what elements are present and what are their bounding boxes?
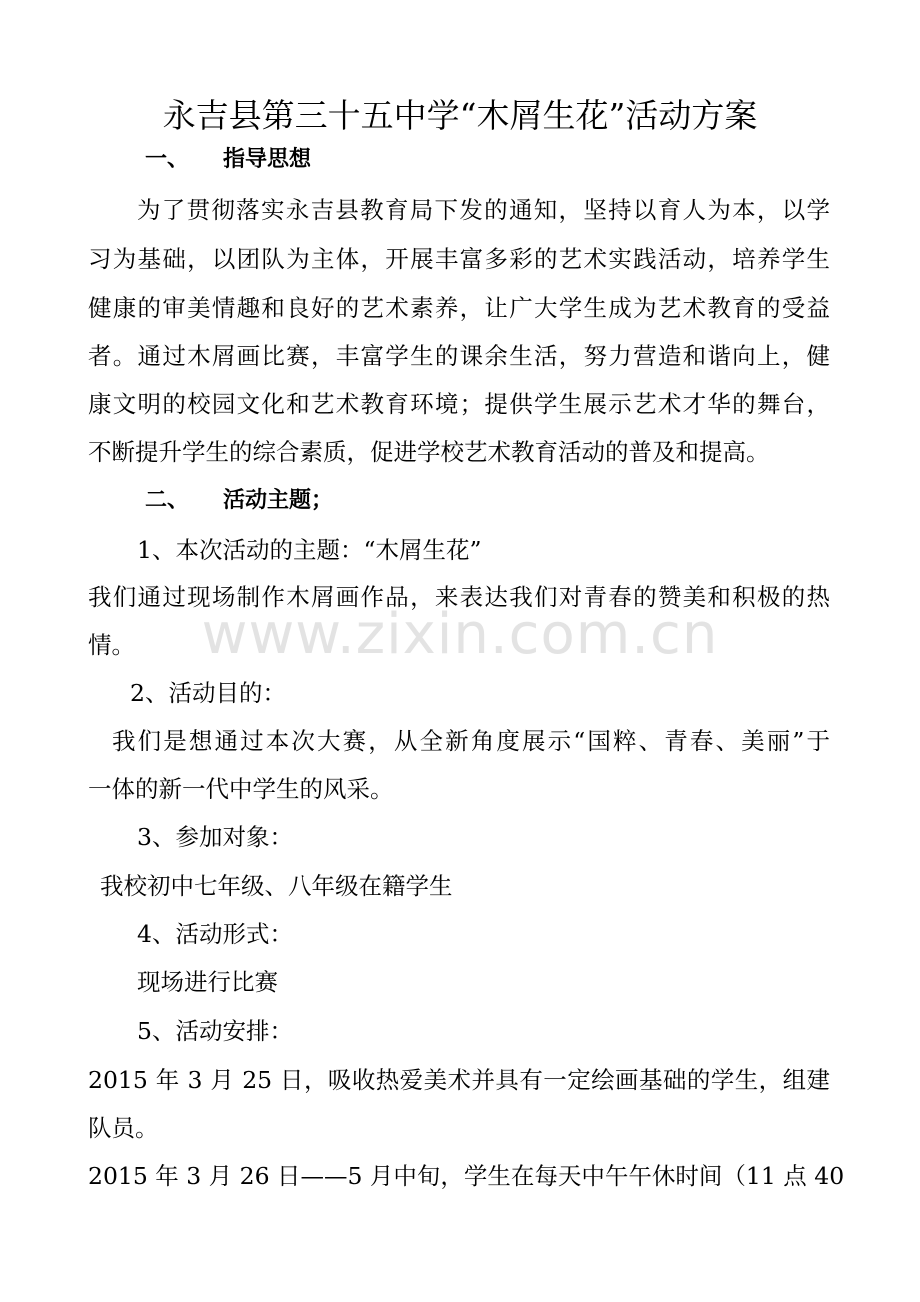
section-title-1: 指导思想 [223, 147, 312, 172]
paragraph-line: 康文明的校园文化和艺术教育环境；提供学生展示艺术才华的舞台， [88, 390, 830, 418]
paragraph-line: 为了贯彻落实永吉县教育局下发的通知，坚持以育人为本，以学 [137, 196, 830, 224]
section-heading-2 [145, 486, 333, 516]
item-label-3: 3、参加对象： [137, 823, 293, 851]
section-heading-1 [145, 145, 311, 175]
paragraph-line: 情。 [88, 631, 135, 659]
paragraph-line: 队员。 [88, 1114, 159, 1142]
item-text-3: 我校初中七年级、八年级在籍学生 [100, 872, 453, 900]
document-title: 永吉县第三十五中学“木屑生花”活动方案 [162, 96, 758, 135]
paragraph-line: 2015 年 3 月 25 日，吸收热爱美术并具有一定绘画基础的学生，组建 [88, 1066, 830, 1094]
item-text-4: 现场进行比赛 [137, 968, 278, 996]
paragraph-line: 者。通过木屑画比赛，丰富学生的课余生活，努力营造和谐向上，健 [88, 342, 830, 370]
item-label-4: 4、活动形式： [137, 920, 293, 948]
section-number-2: 二、 [145, 488, 190, 513]
item-label-5: 5、活动安排： [137, 1017, 293, 1045]
section-number-1: 一、 [145, 147, 190, 172]
paragraph-line: 我们是想通过本次大赛，从全新角度展示“国粹、青春、美丽”于 [112, 727, 830, 755]
watermark: www.zixin.com.cn [201, 602, 719, 667]
paragraph-line: 不断提升学生的综合素质，促进学校艺术教育活动的普及和提高。 [88, 438, 770, 466]
paragraph-line: 我们通过现场制作木屑画作品，来表达我们对青春的赞美和积极的热 [88, 583, 830, 611]
paragraph-line: 健康的审美情趣和良好的艺术素养，让广大学生成为艺术教育的受益 [88, 294, 830, 322]
paragraph-line: 一体的新一代中学生的风采。 [88, 775, 394, 803]
item-label-2: 2、活动目的： [130, 679, 286, 707]
paragraph-line: 2015 年 3 月 26 日——5 月中旬，学生在每天中午午休时间（11 点 40 [88, 1162, 845, 1190]
item-label-1: 1、本次活动的主题：“木屑生花” [137, 536, 482, 564]
paragraph-line: 习为基础，以团队为主体，开展丰富多彩的艺术实践活动，培养学生 [88, 245, 830, 273]
section-title-2: 活动主题； [223, 488, 334, 513]
